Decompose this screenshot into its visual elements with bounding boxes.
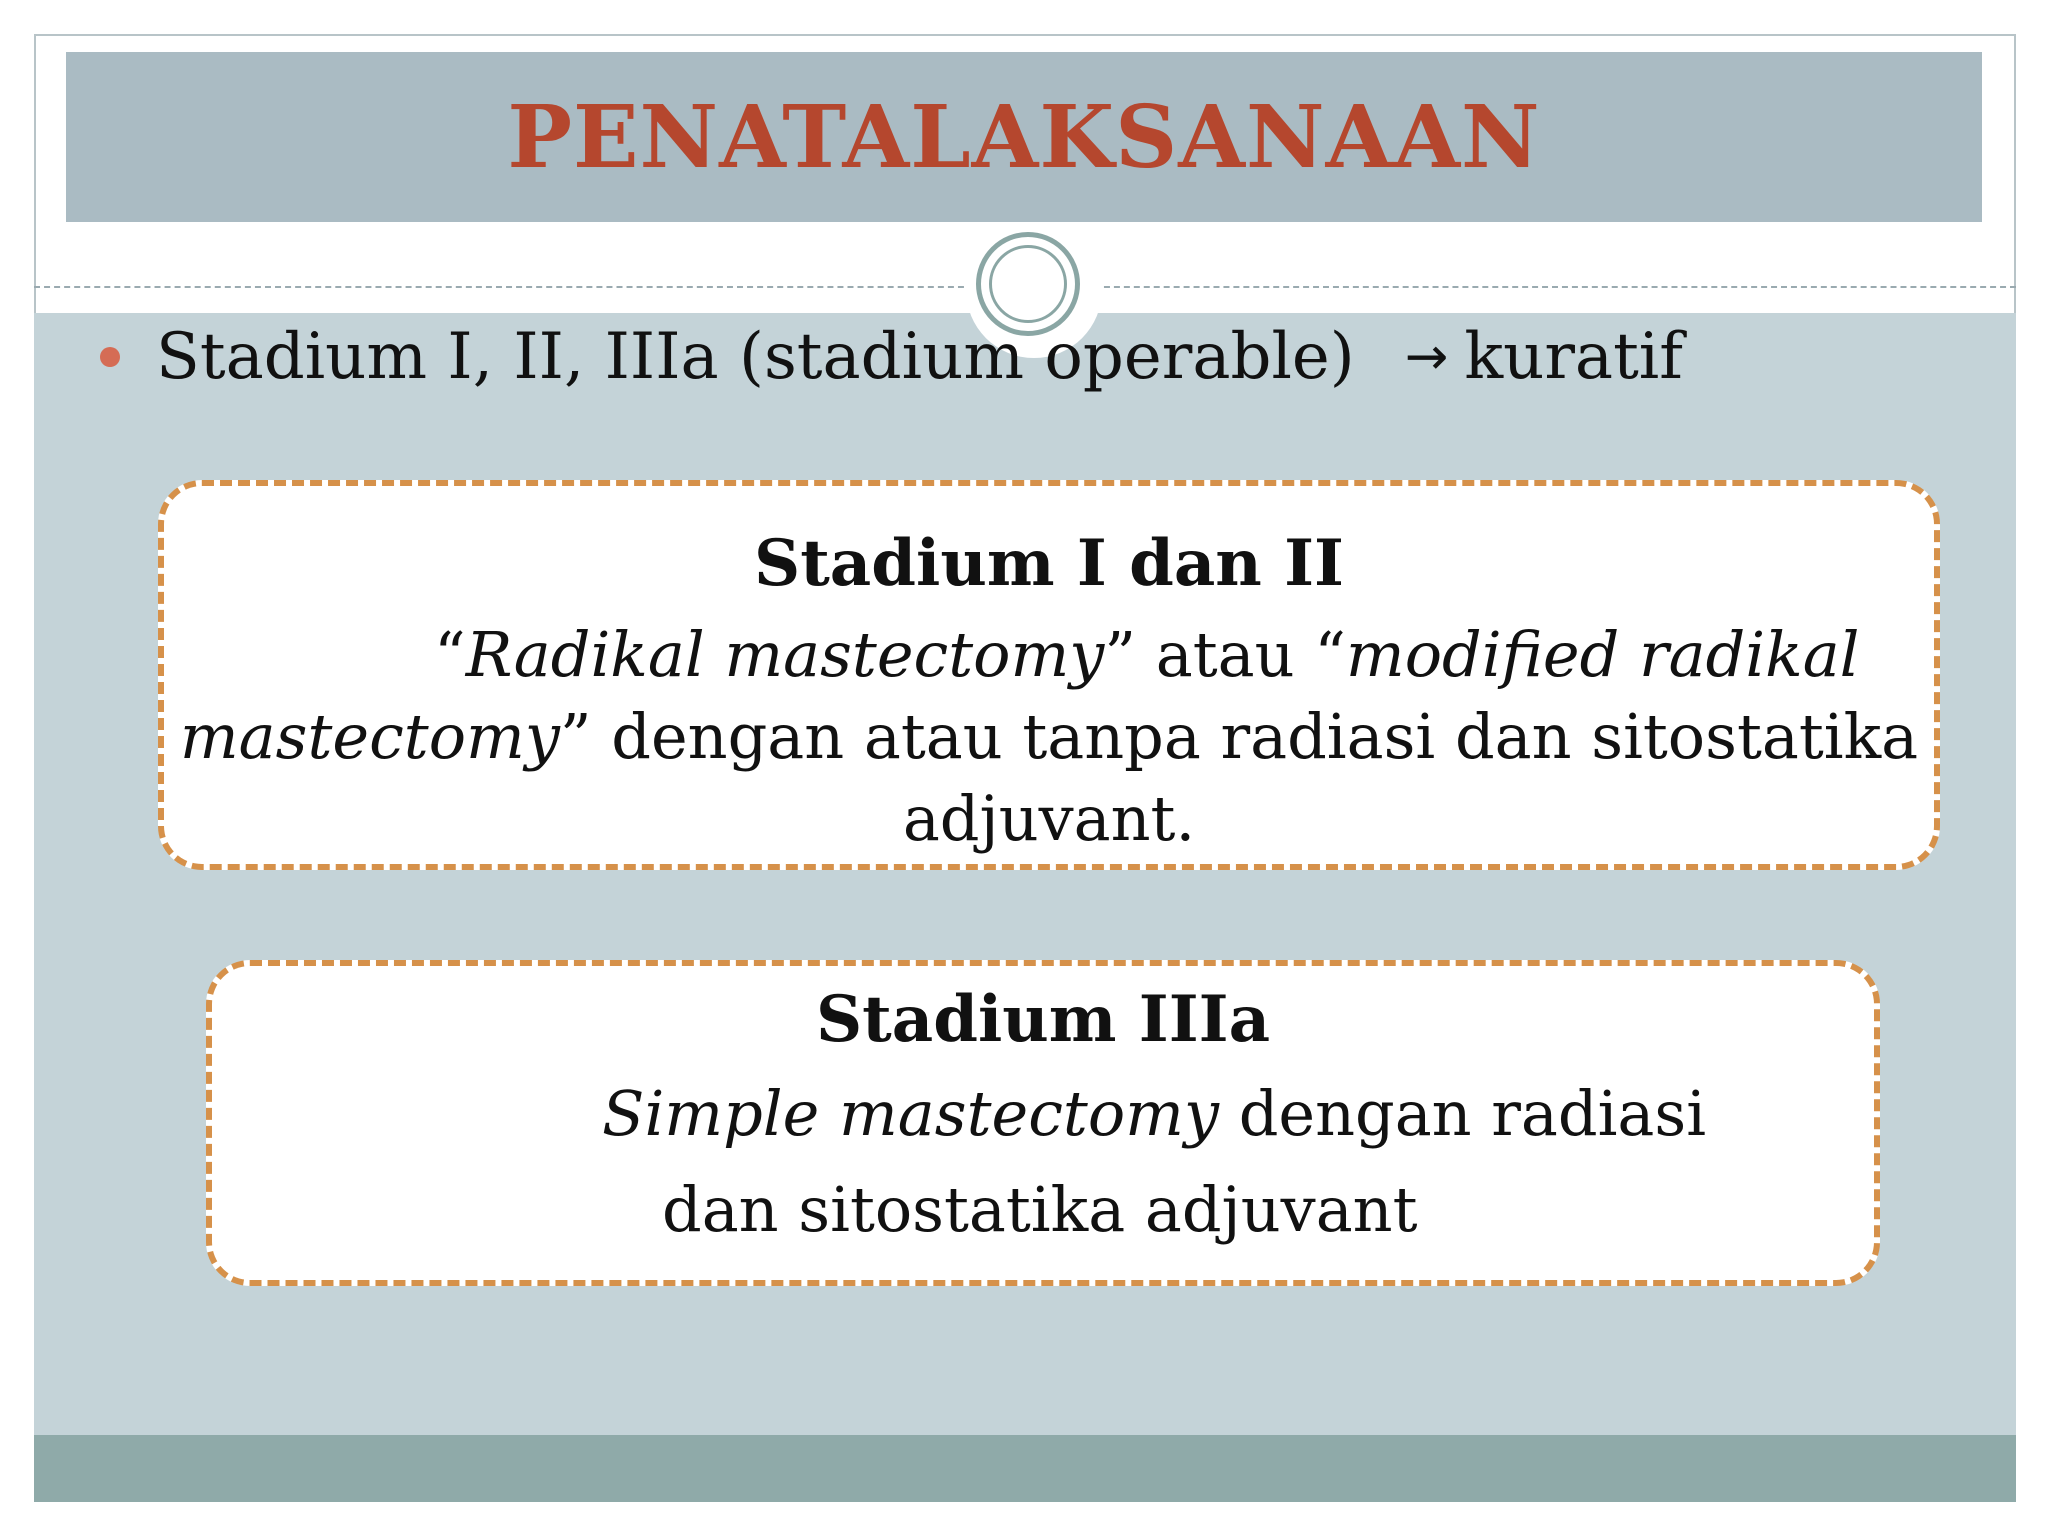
card-stadium-i-ii	[158, 480, 1940, 870]
card-line-1	[164, 614, 1934, 696]
divider-left	[34, 286, 974, 288]
card-line-2	[164, 696, 1934, 778]
card-text: ” dengan atau tanpa radiasi dan sitostatika	[559, 700, 1919, 773]
italic-term: Simple mastectomy	[602, 1077, 1219, 1150]
italic-term: mastectomy	[179, 700, 560, 773]
card-body	[164, 614, 1934, 860]
divider-right	[1094, 286, 2016, 288]
card-line-1	[212, 1066, 1874, 1162]
card-body	[212, 1066, 1874, 1258]
bullet-text: Stadium I, II, IIIa (stadium operable)	[156, 320, 1355, 394]
card-stadium-iiia	[206, 960, 1880, 1286]
card-line-3: adjuvant.	[902, 782, 1196, 855]
footer-bar	[34, 1435, 2016, 1502]
title-bar	[66, 52, 1982, 222]
ornament-inner-ring-icon	[989, 245, 1067, 323]
card-heading: Stadium I dan II	[754, 526, 1344, 601]
card-line-2: dan sitostatika adjuvant	[662, 1173, 1418, 1246]
card-text: dengan radiasi	[1218, 1077, 1707, 1150]
bullet-result: kuratif	[1464, 320, 1683, 394]
open-quote: “	[434, 618, 466, 691]
slide-title: PENATALAKSANAAN	[507, 86, 1541, 188]
close-quote: ”	[1104, 618, 1137, 691]
arrow-right-icon: →	[1404, 327, 1449, 387]
bullet-item	[100, 320, 1683, 394]
card-text: atau “	[1136, 618, 1346, 691]
italic-term: Radikal mastectomy	[465, 618, 1105, 691]
bullet-dot-icon	[100, 347, 120, 367]
italic-term: modified radikal	[1345, 618, 1860, 691]
card-heading: Stadium IIIa	[815, 982, 1271, 1057]
